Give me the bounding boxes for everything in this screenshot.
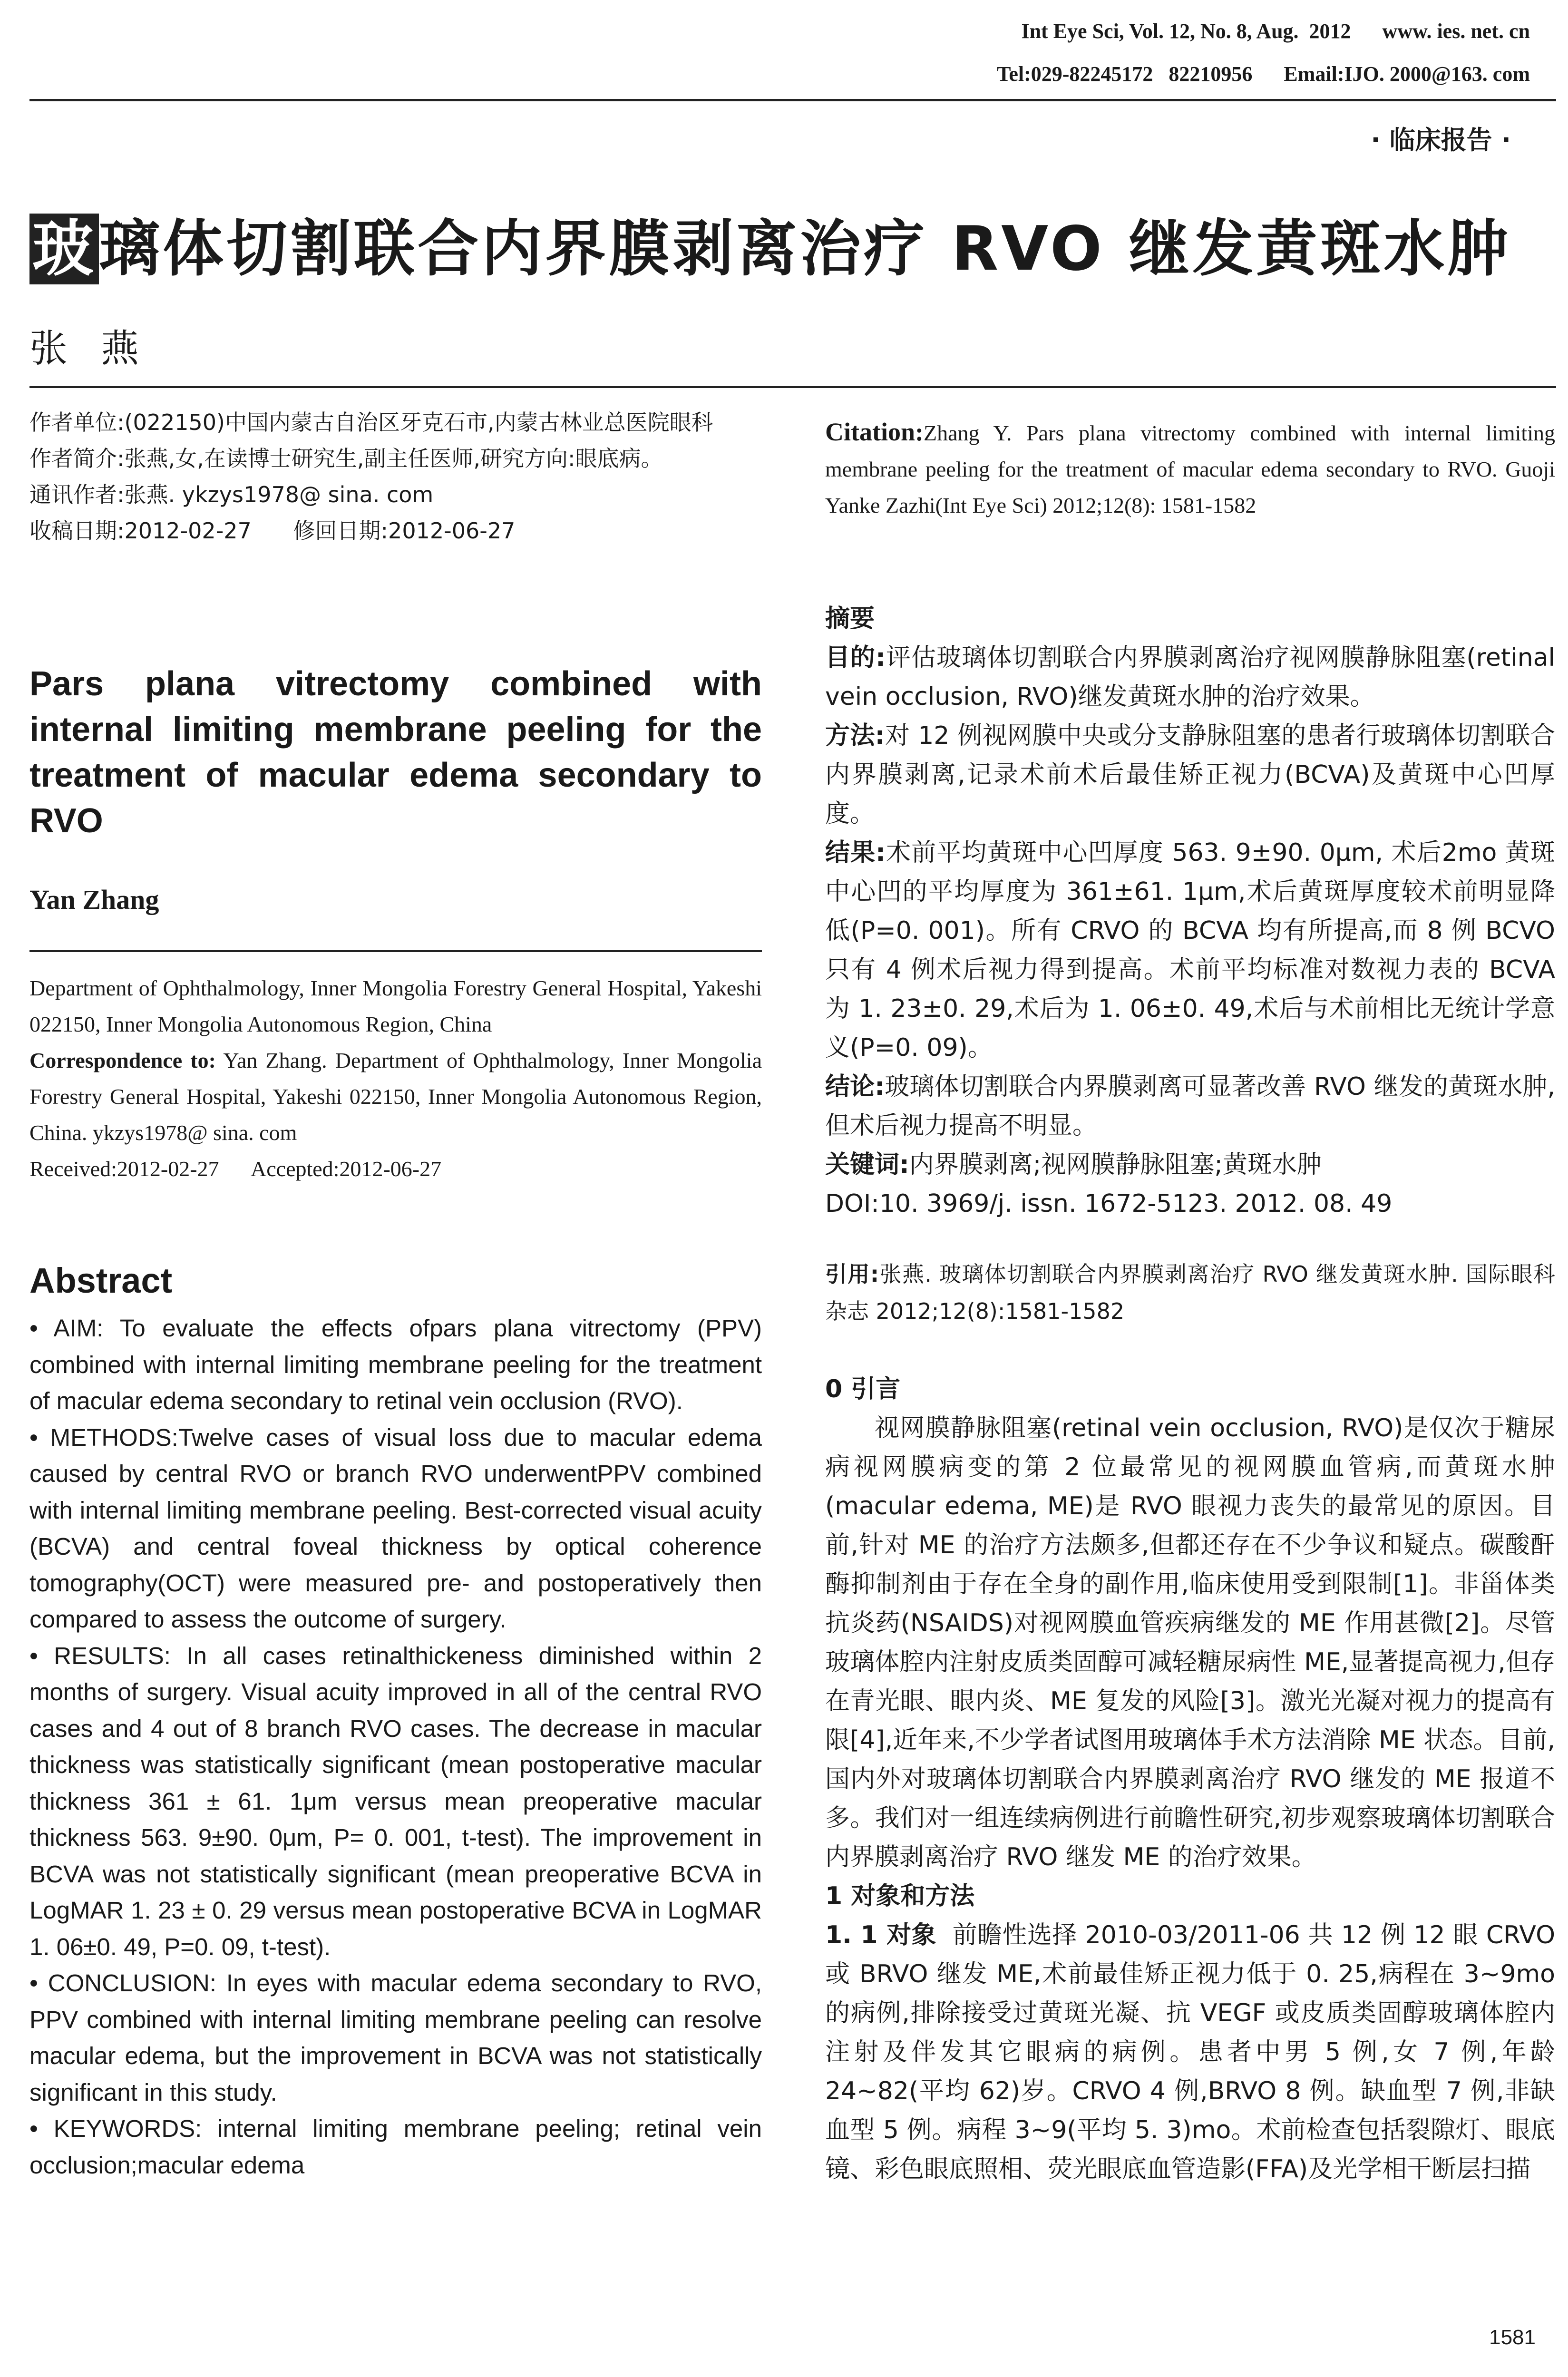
method-label: 方法:: [825, 721, 885, 750]
subsection-1-1-text: 前瞻性选择 2010-03/2011-06 共 12 例 12 眼 CRVO 或 BRVO 继发 ME,术前最佳矫正视力低于 0. 25,病程在 3~9mo 的病例,排除接受过黄斑光凝、抗 VEGF 或皮质类固醇玻璃体腔内注射及伴发其它眼病的病例。患者中男 5 例,女 7 例,年龄 24~82(平均 62)岁。CRVO 4 例,BRVO 8 例。缺血型 7 例,非缺血型 5 例。病程 3~9(平均 5. 3)mo。术前检查包括裂隙灯、眼底镜、彩色眼底照相、荧光眼底血管造影(FFA)及光学相干断层扫描: [825, 1921, 1556, 2183]
abstract-heading: Abstract: [29, 1261, 173, 1300]
affiliation: [29, 970, 762, 1187]
result-label: 结果:: [825, 838, 886, 867]
author-rule: [29, 950, 762, 952]
author-bio: 作者简介:张燕,女,在读博士研究生,副主任医师,研究方向:眼底病。: [29, 446, 663, 471]
subsection-1-1-label: 1. 1 对象: [825, 1921, 936, 1949]
correspondence: [29, 1042, 762, 1151]
method-text: 对 12 例视网膜中央或分支静脉阻塞的患者行玻璃体切割联合内界膜剥离,记录术前术后最佳矫正视力(BCVA)及黄斑中心凹厚度。: [825, 721, 1556, 828]
citation-label: Citation:: [825, 418, 924, 446]
aim-text: 评估玻璃体切割联合内界膜剥离治疗视网膜静脉阻塞(retinal vein occlusion, RVO)继发黄斑水肿的治疗效果。: [825, 643, 1556, 711]
citation-cn-label: 引用:: [825, 1261, 879, 1287]
section-tag: · 临床报告 ·: [1371, 125, 1511, 155]
result-text: 术前平均黄斑中心凹厚度 563. 9±90. 0μm, 术后2mo 黄斑中心凹的平均厚度为 361±61. 1μm,术后黄斑厚度较术前明显降低(P=0. 001)。所有 CRVO 的 BCVA 均有所提高,而 8 例 BCVO 只有 4 例术后视力得到提高。术前平均标准对数视力表的 BCVA 为 1. 23±0. 29,术后为 1. 06±0. 49,术后与术前相比无统计学意义(P=0. 09)。: [825, 838, 1555, 1062]
abstract-cn-result: [825, 833, 1555, 1067]
header-rule: [29, 99, 1556, 101]
abstract-cn-keywords: [825, 1145, 1555, 1184]
author-unit: 作者单位:(022150)中国内蒙古自治区牙克石市,内蒙古林业总医院眼科: [29, 409, 713, 435]
affiliation-dept: Department of Ophthalmology, Inner Mongolia Forestry General Hospital, Yakeshi 022150, Inner Mongolia Autonomous Region, China: [29, 976, 762, 1036]
title-first-char: 玻: [29, 214, 99, 284]
abstract-conclusion: • CONCLUSION: In eyes with macular edema secondary to RVO, PPV combined with internal limiting membrane peeling can resolve macular edema, but the improvement in BCVA was not statistically significant in this study.: [29, 1969, 762, 2106]
keywords-label: 关键词:: [825, 1150, 909, 1179]
abstract-keywords: • KEYWORDS: internal limiting membrane peeling; retinal vein occlusion;macular edema: [29, 2115, 762, 2179]
dates-en: Received:2012-02-27 Accepted:2012-06-27: [29, 1157, 442, 1181]
abstract-cn: [825, 599, 1555, 1223]
citation-cn-text: 张燕. 玻璃体切割联合内界膜剥离治疗 RVO 继发黄斑水肿. 国际眼科杂志 2012;12(8):1581-1582: [825, 1261, 1555, 1324]
conclusion-text: 玻璃体切割联合内界膜剥离可显著改善 RVO 继发的黄斑水肿,但术后视力提高不明显。: [825, 1072, 1556, 1140]
section1-heading: 1 对象和方法: [825, 1882, 975, 1910]
title-rule: [29, 386, 1556, 388]
abstract-cn-conclusion: [825, 1067, 1555, 1145]
correspondence-label: Correspondence to:: [29, 1048, 216, 1072]
abstract-results: • RESULTS: In all cases retinalthickeness diminished within 2 months of surgery. Visual acuity improved in all of the central RVO cases and 4 out of 8 branch RVO cases. The decrease in macular thickness was statistically significant (mean postoperative macular thickness 361 ± 61. 1μm versus mean preoperative macular thickness 563. 9±90. 0μm, P= 0. 001, t-test). The improvement in BCVA was not statistically significant (mean preoperative BCVA in LogMAR 1. 23 ± 0. 29 versus mean postoperative BCVA in LogMAR 1. 06±0. 49, P=0. 09, t-test).: [29, 1642, 762, 1960]
journal-header-line1: Int Eye Sci, Vol. 12, No. 8, Aug. 2012 www. ies. net. cn: [1021, 19, 1530, 43]
abstract-cn-heading: 摘要: [825, 604, 875, 633]
author-info-cn: [29, 404, 762, 549]
citation-text: Zhang Y. Pars plana vitrectomy combined with internal limiting membrane peeling for the treatment of macular edema secondary to RVO. Guoji Yanke Zazhi(Int Eye Sci) 2012;12(8): 1581-1582: [825, 421, 1555, 517]
correspondence-text: Yan Zhang. Department of Ophthalmology, Inner Mongolia Forestry General Hospital, Yakeshi 022150, Inner Mongolia Autonomous Region, China. ykzys1978@ sina. com: [29, 1048, 762, 1145]
page-number: 1581: [1489, 2326, 1536, 2349]
abstract-cn-method: [825, 716, 1555, 833]
author-cn: 张燕: [29, 326, 172, 370]
abstract-aim: • AIM: To evaluate the effects ofpars plana vitrectomy (PPV) combined with internal limiting membrane peeling for the treatment of macular edema secondary to retinal vein occlusion (RVO).: [29, 1315, 762, 1414]
doi: DOI:10. 3969/j. issn. 1672-5123. 2012. 08. 49: [825, 1189, 1393, 1218]
journal-header-line2: Tel:029-82245172 82210956 Email:IJO. 2000@163. com: [997, 62, 1530, 86]
abstract-methods: • METHODS:Twelve cases of visual loss due to macular edema caused by central RVO or branch RVO underwentPPV combined with internal limiting membrane peeling. Best-corrected visual acuity (BCVA) and central foveal thickness by optical coherence tomography(OCT) were measured pre- and postoperatively then compared to assess the outcome of surgery.: [29, 1423, 762, 1633]
intro-heading: 0 引言: [825, 1375, 901, 1403]
subsection-1-1: [825, 1916, 1555, 2189]
abstract-cn-aim: [825, 638, 1555, 716]
citation-en: [825, 414, 1555, 524]
conclusion-label: 结论:: [825, 1072, 885, 1101]
article-title: [29, 200, 1511, 287]
english-author: Yan Zhang: [29, 884, 159, 915]
introduction: [825, 1370, 1555, 2189]
keywords-text: 内界膜剥离;视网膜静脉阻塞;黄斑水肿: [909, 1150, 1322, 1179]
abstract-body: [29, 1310, 762, 2183]
corresponding-author: 通讯作者:张燕. ykzys1978@ sina. com: [29, 482, 434, 507]
aim-label: 目的:: [825, 643, 886, 672]
intro-paragraph: 视网膜静脉阻塞(retinal vein occlusion, RVO)是仅次于糖尿病视网膜病变的第 2 位最常见的视网膜血管病,而黄斑水肿(macular edema, ME)是 RVO 眼视力丧失的最常见的原因。目前,针对 ME 的治疗方法颇多,但都还存在不少争议和疑点。碳酸酐酶抑制剂由于存在全身的副作用,临床使用受到限制[1]。非甾体类抗炎药(NSAIDS)对视网膜血管疾病继发的 ME 作用甚微[2]。尽管玻璃体腔内注射皮质类固醇可减轻糖尿病性 ME,显著提高视力,但存在青光眼、眼内炎、ME 复发的风险[3]。激光光凝对视力的提高有限[4],近年来,不少学者试图用玻璃体手术方法消除 ME 状态。目前,国内外对玻璃体切割联合内界膜剥离治疗 RVO 继发的 ME 报道不多。我们对一组连续病例进行前瞻性研究,初步观察玻璃体切割联合内界膜剥离治疗 RVO 继发 ME 的治疗效果。: [825, 1414, 1555, 1871]
citation-cn: [825, 1256, 1555, 1330]
english-title: Pars plana vitrectomy combined with internal limiting membrane peeling for the treatment of macular edema secondary to RVO: [29, 665, 762, 840]
title-rest: 璃体切割联合内界膜剥离治疗 RVO 继发黄斑水肿: [99, 214, 1511, 284]
dates-cn: 收稿日期:2012-02-27 修回日期:2012-06-27: [29, 518, 516, 544]
